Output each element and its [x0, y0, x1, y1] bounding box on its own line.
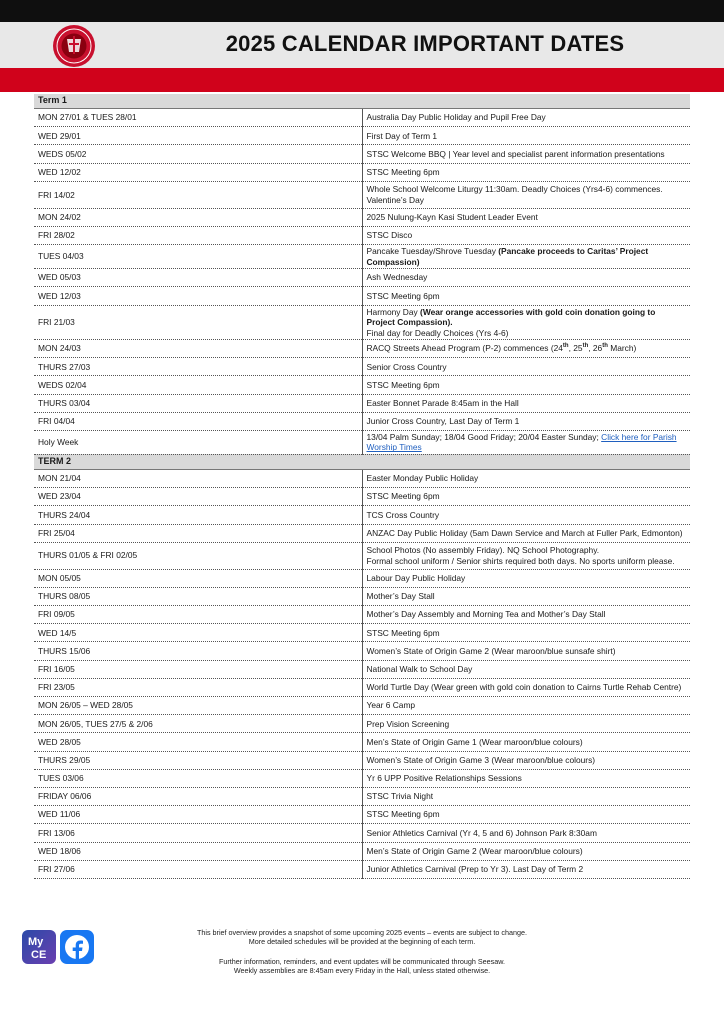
event-date: FRI 25/04 — [34, 524, 362, 542]
event-line — [367, 628, 687, 639]
event-date: WED 12/02 — [34, 163, 362, 181]
event-text: Formal school uniform / Senior shirts required both days. No sports uniform please. — [366, 555, 675, 566]
event-line — [367, 545, 687, 556]
event-text: School Photos (No assembly Friday). NQ School Photography. — [366, 545, 600, 556]
table-row — [34, 127, 690, 145]
event-line — [367, 291, 687, 302]
event-text: Mother’s Day Assembly and Morning Tea and Mother’s Day Stall — [366, 609, 606, 620]
term-label: TERM 2 — [34, 454, 690, 469]
term-header-row — [34, 94, 690, 109]
event-text: First Day of Term 1 — [366, 130, 438, 141]
event-description — [362, 163, 690, 181]
event-line — [367, 212, 687, 223]
event-description — [362, 606, 690, 624]
myce-label-ce: CE — [31, 949, 47, 961]
event-date: MON 21/04 — [34, 469, 362, 487]
event-description — [362, 624, 690, 642]
table-row — [34, 376, 690, 394]
event-text: Pancake Tuesday/Shrove Tuesday — [366, 246, 499, 257]
event-text: STSC Welcome BBQ | Year level and specialist parent information presentations — [366, 148, 665, 159]
event-date: FRI 16/05 — [34, 660, 362, 678]
event-date: THURS 01/05 & FRI 02/05 — [34, 542, 362, 569]
parish-worship-link[interactable]: Click here for Parish Worship Times — [366, 431, 677, 453]
event-date: Holy Week — [34, 430, 362, 454]
table-row — [34, 430, 690, 454]
event-text: Junior Athletics Carnival (Prep to Yr 3). Last Day of Term 2 — [366, 864, 584, 875]
event-text: Yr 6 UPP Positive Relationships Sessions — [366, 773, 522, 784]
event-description — [362, 412, 690, 430]
event-text: Whole School Welcome Liturgy 11:30am. Deadly Choices (Yrs4-6) commences. — [366, 184, 663, 195]
event-date: MON 05/05 — [34, 569, 362, 587]
event-line — [367, 773, 687, 784]
event-text: , 25 — [568, 343, 583, 354]
event-text: Prep Vision Screening — [366, 718, 450, 729]
footer-line: Further information, reminders, and event updates will be communicated through Seesaw. — [218, 956, 506, 966]
table-row — [34, 806, 690, 824]
event-description — [362, 358, 690, 376]
event-text: Women’s State of Origin Game 2 (Wear maroon/blue sunsafe shirt) — [366, 645, 616, 656]
event-line — [367, 272, 687, 283]
event-description — [362, 542, 690, 569]
event-description — [362, 127, 690, 145]
event-date: WED 11/06 — [34, 806, 362, 824]
event-date: TUES 04/03 — [34, 245, 362, 269]
table-row — [34, 787, 690, 805]
event-line — [367, 846, 687, 857]
event-text: Junior Cross Country, Last Day of Term 1 — [366, 416, 520, 427]
event-description — [362, 109, 690, 127]
table-row — [34, 733, 690, 751]
event-line — [367, 510, 687, 521]
ordinal-suffix: th — [582, 343, 589, 350]
event-description — [362, 181, 690, 208]
event-text: STSC Meeting 6pm — [366, 809, 440, 820]
event-description — [362, 269, 690, 287]
event-description — [362, 842, 690, 860]
event-line — [367, 791, 687, 802]
event-date: FRI 28/02 — [34, 226, 362, 244]
event-text: Men’s State of Origin Game 1 (Wear maroon/blue colours) — [366, 736, 583, 747]
table-row — [34, 305, 690, 340]
event-line — [367, 609, 687, 620]
event-description — [362, 860, 690, 878]
event-line — [367, 755, 687, 766]
term-label: Term 1 — [34, 94, 690, 109]
red-band — [0, 68, 724, 92]
event-line — [367, 195, 687, 206]
calendar-table — [34, 94, 690, 879]
event-description — [362, 340, 690, 358]
event-line — [367, 719, 687, 730]
table-row — [34, 715, 690, 733]
event-text: World Turtle Day (Wear green with gold coin donation to Cairns Turtle Rehab Centre) — [366, 682, 682, 693]
table-row — [34, 469, 690, 487]
event-text: Australia Day Public Holiday and Pupil Free Day — [366, 112, 546, 123]
event-date: MON 24/02 — [34, 208, 362, 226]
event-date: FRI 23/05 — [34, 678, 362, 696]
table-row — [34, 181, 690, 208]
event-text: STSC Trivia Night — [366, 791, 434, 802]
event-text: (Wear orange accessories with gold coin donation going to Project Compassion). — [366, 306, 656, 327]
event-description — [362, 715, 690, 733]
event-text: Labour Day Public Holiday — [366, 573, 466, 584]
event-date: THURS 03/04 — [34, 394, 362, 412]
school-crest-icon — [45, 24, 103, 68]
event-description — [362, 245, 690, 269]
event-text: STSC Meeting 6pm — [366, 491, 440, 502]
event-line — [367, 737, 687, 748]
table-row — [34, 642, 690, 660]
event-description — [362, 569, 690, 587]
event-description — [362, 642, 690, 660]
footer-line: This brief overview provides a snapshot of some upcoming 2025 events – events are subject to change. — [196, 928, 527, 937]
event-line — [367, 416, 687, 427]
table-row — [34, 488, 690, 506]
event-description — [362, 208, 690, 226]
event-date: THURS 24/04 — [34, 506, 362, 524]
event-date: WEDS 02/04 — [34, 376, 362, 394]
event-date: WED 14/5 — [34, 624, 362, 642]
table-row — [34, 524, 690, 542]
event-date: WED 12/03 — [34, 287, 362, 305]
event-line — [367, 528, 687, 539]
facebook-glyph — [60, 930, 94, 964]
event-line — [367, 112, 687, 123]
event-text: 2025 Nulung-Kayn Kasi Student Leader Event — [366, 212, 538, 223]
event-description — [362, 524, 690, 542]
event-line — [367, 700, 687, 711]
event-description — [362, 506, 690, 524]
event-description — [362, 587, 690, 605]
event-text: Final day for Deadly Choices (Yrs 4-6) — [366, 327, 509, 338]
event-description — [362, 769, 690, 787]
myce-logo-graphic — [22, 930, 56, 964]
event-date: WED 05/03 — [34, 269, 362, 287]
event-line — [367, 398, 687, 409]
event-line — [367, 432, 687, 453]
event-date: THURS 15/06 — [34, 642, 362, 660]
table-row — [34, 824, 690, 842]
facebook-icon[interactable] — [60, 930, 94, 964]
table-row — [34, 287, 690, 305]
term-header-row — [34, 454, 690, 469]
event-text: Men’s State of Origin Game 2 (Wear maroon/blue colours) — [366, 845, 583, 856]
event-description — [362, 678, 690, 696]
page-title: 2025 CALENDAR IMPORTANT DATES — [225, 31, 625, 56]
table-row — [34, 109, 690, 127]
event-line — [367, 167, 687, 178]
event-line — [367, 682, 687, 693]
event-date: WED 18/06 — [34, 842, 362, 860]
table-row — [34, 226, 690, 244]
table-row — [34, 358, 690, 376]
event-text: STSC Meeting 6pm — [366, 627, 440, 638]
table-row — [34, 208, 690, 226]
event-text: Harmony Day — [366, 306, 421, 317]
event-date: MON 26/05 – WED 28/05 — [34, 697, 362, 715]
event-text: , 26 — [588, 343, 603, 354]
event-line — [367, 864, 687, 875]
event-date: WED 28/05 — [34, 733, 362, 751]
table-row — [34, 842, 690, 860]
footer-notes — [130, 928, 594, 975]
table-row — [34, 245, 690, 269]
event-date: THURS 27/03 — [34, 358, 362, 376]
event-line — [367, 380, 687, 391]
table-row — [34, 587, 690, 605]
event-date: FRI 27/06 — [34, 860, 362, 878]
event-description — [362, 488, 690, 506]
event-text: Easter Monday Public Holiday — [366, 473, 479, 484]
event-date: TUES 03/06 — [34, 769, 362, 787]
table-row — [34, 340, 690, 358]
event-description — [362, 226, 690, 244]
footer-line: Weekly assemblies are 8:45am every Friday in the Hall, unless stated otherwise. — [233, 966, 491, 976]
table-row — [34, 751, 690, 769]
event-line — [367, 573, 687, 584]
table-row — [34, 269, 690, 287]
event-line — [367, 664, 687, 675]
event-text: Year 6 Camp — [366, 700, 416, 711]
event-line — [367, 343, 687, 354]
event-line — [367, 246, 687, 267]
event-text: Ash Wednesday — [366, 272, 428, 283]
event-date: MON 27/01 & TUES 28/01 — [34, 109, 362, 127]
event-date: THURS 08/05 — [34, 587, 362, 605]
event-description — [362, 376, 690, 394]
table-row — [34, 412, 690, 430]
event-text: 13/04 Palm Sunday; 18/04 Good Friday; 20/04 Easter Sunday; — [366, 431, 602, 442]
event-line — [367, 491, 687, 502]
table-row — [34, 860, 690, 878]
event-description — [362, 733, 690, 751]
table-row — [34, 624, 690, 642]
event-text: TCS Cross Country — [366, 509, 440, 520]
event-text: March) — [607, 343, 637, 354]
table-row — [34, 697, 690, 715]
event-text: STSC Meeting 6pm — [366, 166, 440, 177]
event-description — [362, 430, 690, 454]
event-description — [362, 145, 690, 163]
event-line — [367, 646, 687, 657]
ordinal-suffix: th — [562, 343, 569, 350]
top-black-bar — [0, 0, 724, 22]
event-description — [362, 469, 690, 487]
event-text: National Walk to School Day — [366, 663, 473, 674]
event-date: WEDS 05/02 — [34, 145, 362, 163]
event-text: STSC Meeting 6pm — [366, 379, 440, 390]
event-text: STSC Disco — [366, 230, 413, 241]
event-line — [367, 149, 687, 160]
event-description — [362, 806, 690, 824]
event-date: WED 29/01 — [34, 127, 362, 145]
event-text: Mother’s Day Stall — [366, 591, 435, 602]
table-row — [34, 678, 690, 696]
event-text: Senior Cross Country — [366, 361, 447, 372]
event-date: MON 26/05, TUES 27/5 & 2/06 — [34, 715, 362, 733]
event-date: FRI 21/03 — [34, 305, 362, 340]
event-description — [362, 287, 690, 305]
table-row — [34, 660, 690, 678]
table-row — [34, 569, 690, 587]
event-date: WED 23/04 — [34, 488, 362, 506]
event-description — [362, 787, 690, 805]
event-text: Easter Bonnet Parade 8:45am in the Hall — [366, 397, 519, 408]
event-date: MON 24/03 — [34, 340, 362, 358]
table-row — [34, 506, 690, 524]
event-line — [367, 184, 687, 195]
event-description — [362, 305, 690, 340]
event-text: ANZAC Day Public Holiday (5am Dawn Service and March at Fuller Park, Edmonton) — [366, 527, 683, 538]
event-line — [367, 362, 687, 373]
event-date: FRIDAY 06/06 — [34, 787, 362, 805]
event-description — [362, 660, 690, 678]
event-line — [367, 809, 687, 820]
event-description — [362, 824, 690, 842]
event-description — [362, 697, 690, 715]
myce-label-my: My — [28, 936, 44, 948]
event-text: STSC Meeting 6pm — [366, 290, 440, 301]
event-date: FRI 14/02 — [34, 181, 362, 208]
myce-app-icon[interactable] — [22, 930, 56, 964]
event-line — [367, 328, 687, 339]
table-row — [34, 163, 690, 181]
event-text: Women’s State of Origin Game 3 (Wear maroon/blue colours) — [366, 754, 596, 765]
event-text: Senior Athletics Carnival (Yr 4, 5 and 6) Johnson Park 8:30am — [366, 827, 597, 838]
table-row — [34, 145, 690, 163]
event-text: RACQ Streets Ahead Program (P-2) commences (24 — [366, 343, 563, 354]
event-line — [367, 591, 687, 602]
table-row — [34, 769, 690, 787]
event-date: FRI 04/04 — [34, 412, 362, 430]
event-text: (Pancake proceeds to Caritas’ Project Compassion) — [366, 246, 649, 267]
event-description — [362, 394, 690, 412]
event-date: FRI 09/05 — [34, 606, 362, 624]
event-line — [367, 828, 687, 839]
event-line — [367, 556, 687, 567]
event-date: FRI 13/06 — [34, 824, 362, 842]
table-row — [34, 542, 690, 569]
table-row — [34, 394, 690, 412]
event-date: THURS 29/05 — [34, 751, 362, 769]
event-line — [367, 131, 687, 142]
event-line — [367, 307, 687, 328]
event-description — [362, 751, 690, 769]
table-row — [34, 606, 690, 624]
ordinal-suffix: th — [602, 343, 608, 350]
event-text: Valentine’s Day — [366, 194, 424, 205]
footer-line: More detailed schedules will be provided at the beginning of each term. — [248, 937, 476, 947]
event-line — [367, 230, 687, 241]
event-line — [367, 473, 687, 484]
